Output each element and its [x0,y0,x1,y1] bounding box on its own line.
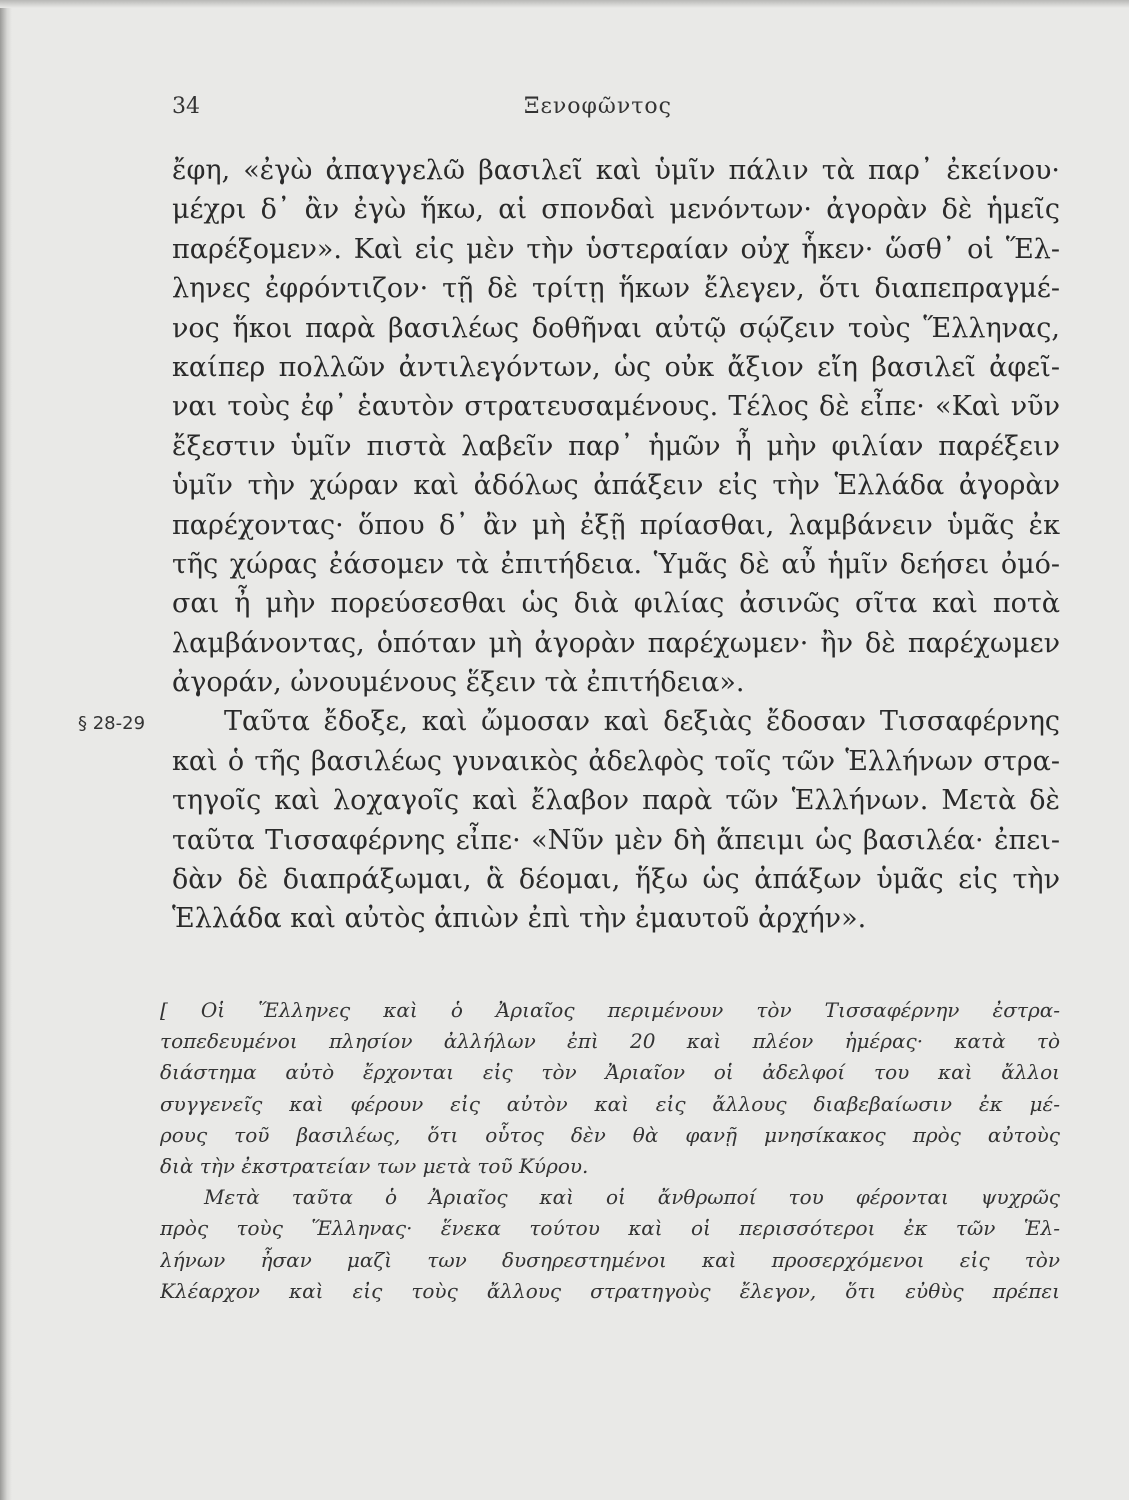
summary-line: τοπεδευμένοι πλησίον ἀλλήλων ἐπὶ 20 καὶ πλέον ἡμέρας· κατὰ τὸ [160,1029,1060,1054]
text-line: ὑμῖν τὴν χώραν καὶ ἀδόλως ἀπάξειν εἰς τὴν Ἑλλάδα ἀγορὰν [172,470,1060,502]
text-line: νος ἥκοι παρὰ βασιλέως δοθῆναι αὐτῷ σῴζειν τοὺς Ἕλληνας, [172,312,1060,344]
summary-line: λήνων ἦσαν μαζὶ των δυσηρεστημένοι καὶ προσερχόμενοι εἰς τὸν [160,1247,1060,1272]
summary-line: διὰ τὴν ἐκστρατείαν των μετὰ τοῦ Κύρου. [160,1153,589,1178]
summary-block [160,995,1060,1307]
text-line: λαμβάνοντας, ὁπόταν μὴ ἀγορὰν παρέχωμεν· ἢν δὲ παρέχωμεν [172,627,1060,659]
text-line: τῆς χώρας ἐάσομεν τὰ ἐπιτήδεια. Ὑμᾶς δὲ αὖ ἡμῖν δεήσει ὀμό- [172,548,1060,580]
page-number: 34 [172,94,200,119]
text-line: ναι τοὺς ἐφ᾽ ἑαυτὸν στρατευσαμένους. Τέλος δὲ εἶπε· «Καὶ νῦν [172,391,1060,423]
text-line: σαι ἦ μὴν πορεύσεσθαι ὡς διὰ φιλίας ἀσινῶς σῖτα καὶ ποτὰ [172,588,1060,620]
summary-line: Κλέαρχον καὶ εἰς τοὺς ἄλλους στρατηγοὺς ἔλεγον, ὅτι εὐθὺς πρέπει [160,1278,1060,1303]
text-line: ληνες ἐφρόντιζον· τῇ δὲ τρίτῃ ἥκων ἔλεγεν, ὅτι διαπεπραγμέ- [172,273,1060,305]
running-head: Ξενοφῶντος [524,94,672,119]
summary-line: πρὸς τοὺς Ἕλληνας· ἕνεκα τούτου καὶ οἱ περισσότεροι ἐκ τῶν Ἑλ- [160,1216,1060,1241]
text-line: ἔφη, «ἐγὼ ἀπαγγελῶ βασιλεῖ καὶ ὑμῖν πάλιν τὰ παρ᾽ ἐκείνου· [172,155,1060,186]
text-line: ἀγοράν, ὠνουμένους ἕξειν τὰ ἐπιτήδεια». [172,667,745,699]
text-line: καὶ ὁ τῆς βασιλέως γυναικὸς ἀδελφὸς τοῖς τῶν Ἑλλήνων στρα- [172,745,1060,777]
text-line: ἔξεστιν ὑμῖν πιστὰ λαβεῖν παρ᾽ ἡμῶν ἦ μὴν φιλίαν παρέξειν [172,430,1060,462]
text-line: ταῦτα Τισσαφέρνης εἶπε· «Νῦν μὲν δὴ ἄπειμι ὡς βασιλέα· ἐπει- [172,824,1060,856]
main-text [172,151,1060,939]
text-line: Ἑλλάδα καὶ αὐτὸς ἀπιὼν ἐπὶ τὴν ἐμαυτοῦ ἀρχήν». [172,903,867,935]
text-line: παρέχοντας· ὅπου δ᾽ ἂν μὴ ἐξῇ πρίασθαι, λαμβάνειν ὑμᾶς ἐκ [172,509,1060,541]
summary-line: ρους τοῦ βασιλέως, ὅτι οὗτος δὲν θὰ φανῇ μνησίκακος πρὸς αὐτοὺς [160,1122,1060,1147]
text-line: δὰν δὲ διαπράξωμαι, ἃ δέομαι, ἥξω ὡς ἀπάξων ὑμᾶς εἰς τὴν [172,864,1060,896]
summary-line: Μετὰ ταῦτα ὁ Ἀριαῖος καὶ οἱ ἄνθρωποί του φέρονται ψυχρῶς [204,1185,1060,1210]
text-line: παρέξομεν». Καὶ εἰς μὲν τὴν ὑστεραίαν οὐχ ἧκεν· ὥσθ᾽ οἱ Ἕλ- [172,233,1060,265]
summary-line: [ Οἱ Ἕλληνες καὶ ὁ Ἀριαῖος περιμένουν τὸν Τισσαφέρνην ἐστρα- [160,998,1060,1022]
page-edge [0,0,12,1500]
page-edge-top [0,0,1129,8]
text-line: Ταῦτα ἔδοξε, καὶ ὤμοσαν καὶ δεξιὰς ἔδοσαν Τισσαφέρνης [224,706,1060,738]
summary-line: διάστημα αὐτὸ ἔρχονται εἰς τὸν Ἀριαῖον οἱ ἀδελφοί του καὶ ἄλλοι [160,1060,1060,1085]
margin-section-reference: § 28-29 [78,713,146,734]
text-line: τηγοῖς καὶ λοχαγοῖς καὶ ἔλαβον παρὰ τῶν Ἑλλήνων. Μετὰ δὲ [172,785,1060,817]
text-line: καίπερ πολλῶν ἀντιλεγόντων, ὡς οὐκ ἄξιον εἴη βασιλεῖ ἀφεῖ- [172,351,1060,383]
summary-line: συγγενεῖς καὶ φέρουν εἰς αὐτὸν καὶ εἰς ἄλλους διαβεβαίωσιν ἐκ μέ- [160,1091,1060,1116]
text-line: μέχρι δ᾽ ἂν ἐγὼ ἥκω, αἱ σπονδαὶ μενόντων· ἀγορὰν δὲ ἡμεῖς [172,194,1060,226]
